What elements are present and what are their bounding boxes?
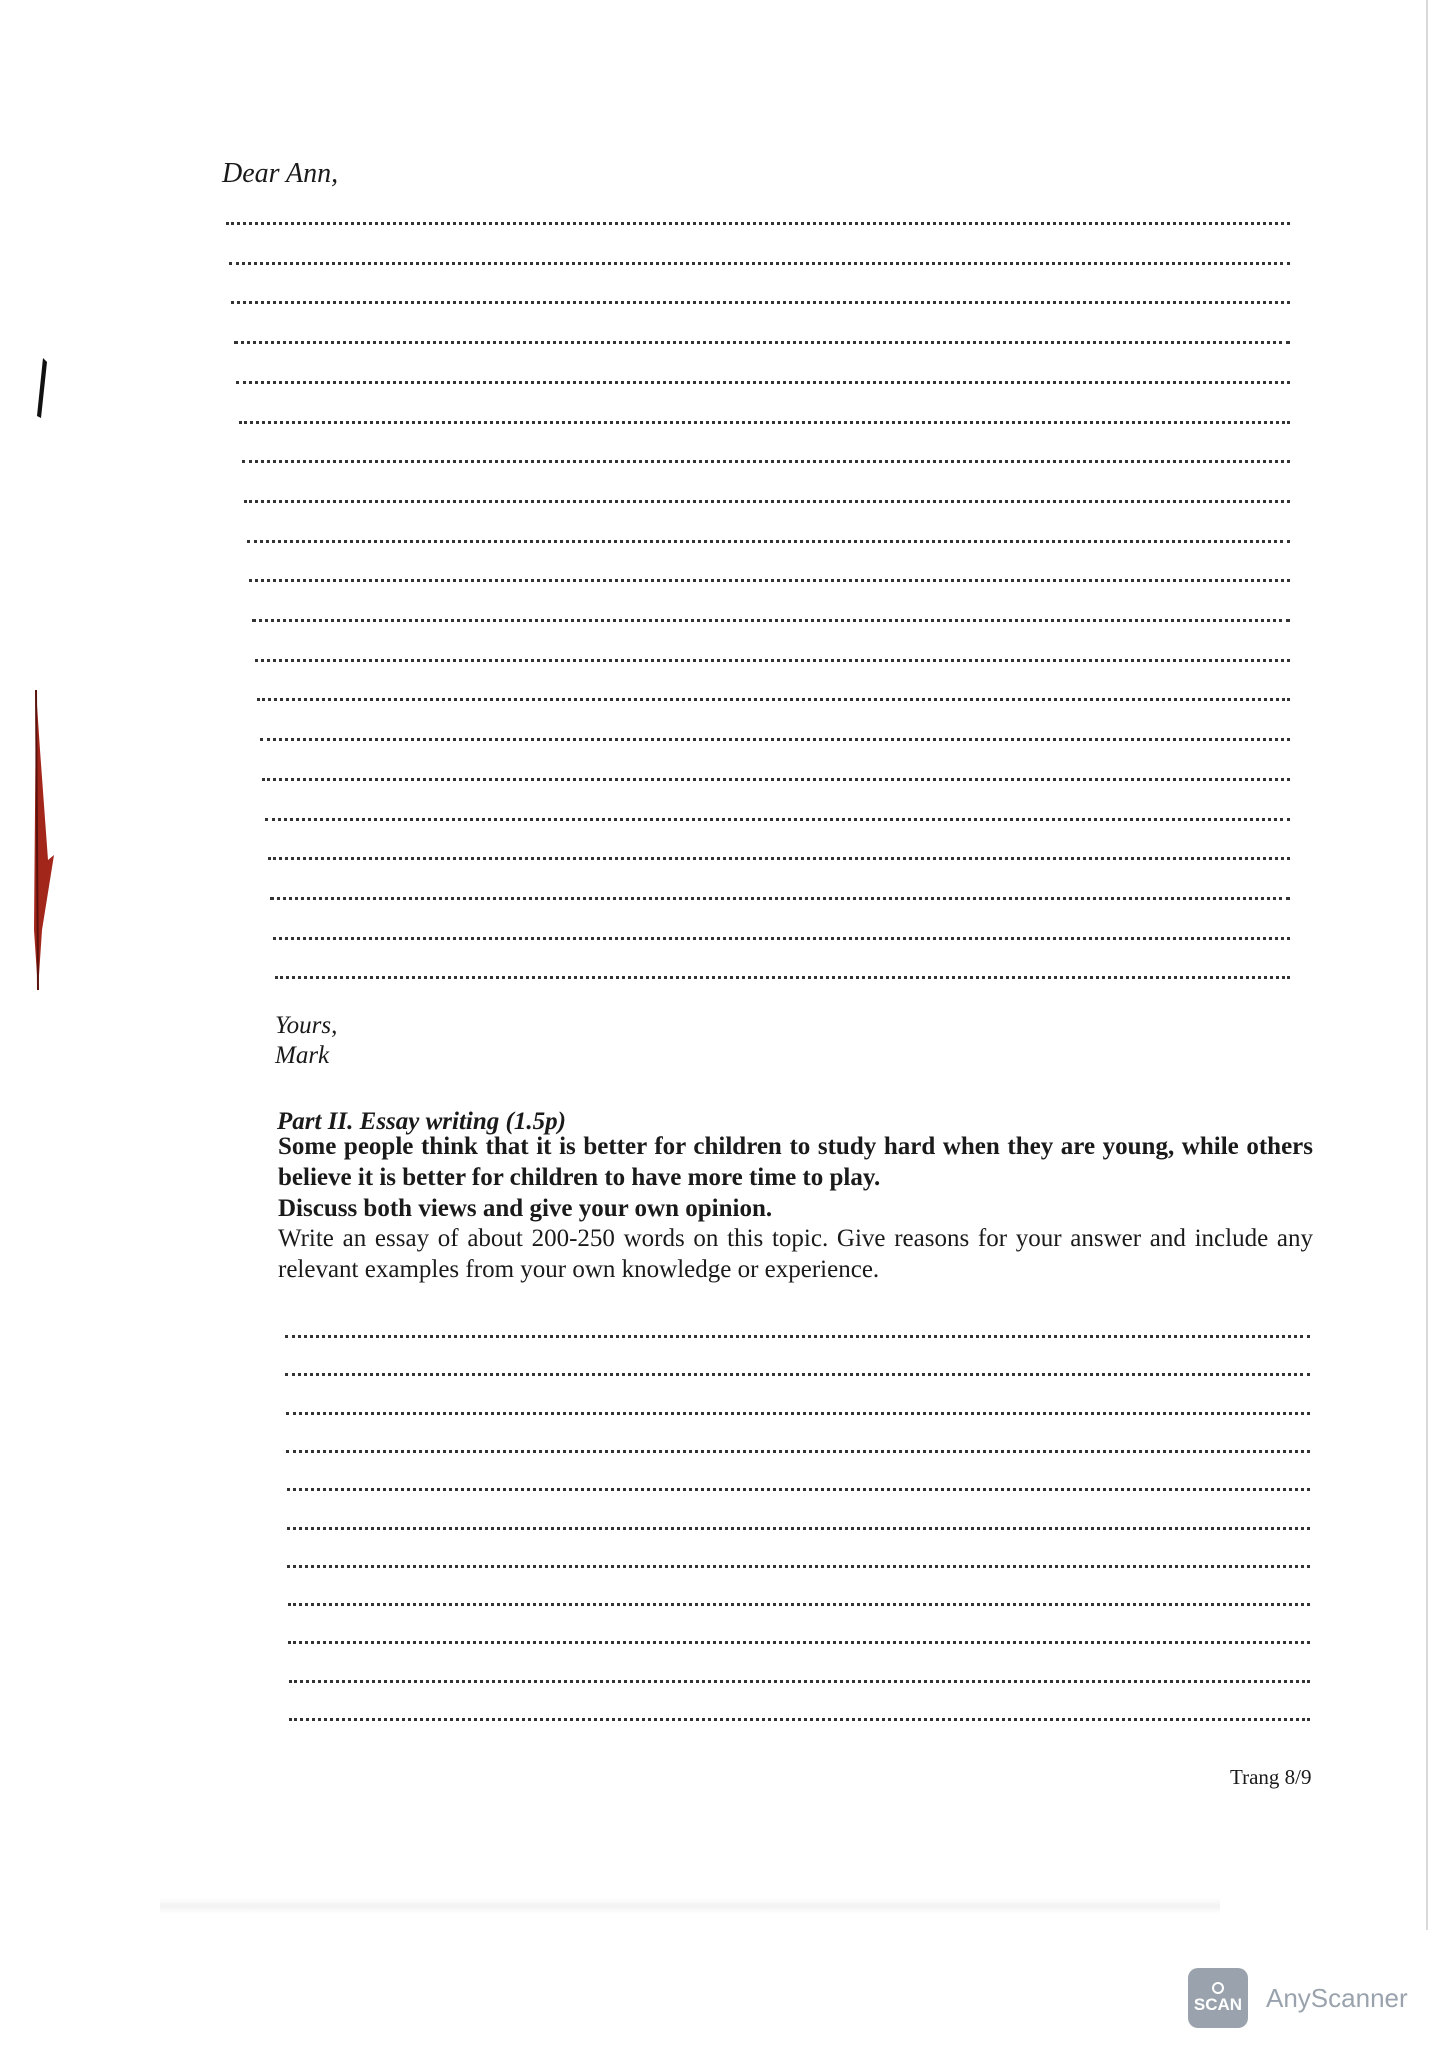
answer-line [270,897,1290,900]
answer-line [273,937,1290,940]
answer-line [252,619,1290,622]
answer-line [289,1718,1310,1721]
scan-logo-icon [1188,1968,1248,2028]
part-title: Part II. Essay writing (1.5p) [277,1108,566,1135]
answer-line [239,421,1290,424]
answer-line [242,460,1290,463]
answer-line [288,1603,1310,1606]
answer-line [257,698,1290,701]
answer-line [244,500,1290,503]
answer-line [286,1412,1310,1415]
letter-greeting: Dear Ann, [222,158,339,189]
answer-line [289,1680,1310,1683]
scan-shadow [160,1898,1220,1914]
essay-task: Discuss both views and give your own opinion. [278,1195,773,1222]
anyscanner-watermark [1188,1968,1408,2028]
scan-badge-label: SCAN [1193,1995,1243,2014]
answer-line [236,381,1290,384]
essay-prompt: Some people think that it is better for children to study hard when they are young, while others believe it is better for children to have more time to play. [278,1133,1313,1191]
answer-line [249,579,1290,582]
answer-line [247,540,1290,543]
letter-signature: Mark [275,1042,330,1069]
answer-line [226,222,1290,225]
answer-line [255,659,1290,662]
binder-mark-icon [37,358,47,418]
answer-line [268,857,1290,860]
answer-line [234,341,1290,344]
answer-line [229,262,1290,265]
answer-line [287,1527,1310,1530]
answer-line [260,738,1290,741]
answer-line [285,1373,1310,1376]
answer-line [286,1450,1310,1453]
answer-line [285,1335,1310,1338]
brand-name: AnyScanner [1266,1982,1408,2013]
letter-closing: Yours, [275,1012,338,1039]
answer-line [262,778,1290,781]
answer-line [275,976,1290,979]
answer-line [231,301,1290,304]
answer-line [287,1488,1310,1491]
answer-line [288,1641,1310,1644]
answer-line [265,818,1290,821]
essay-instructions: Write an essay of about 200-250 words on this topic. Give reasons for your answer and include any relevant examples from your own knowledge or experience. [278,1225,1313,1283]
answer-line [287,1565,1310,1568]
page-edge-line [1426,0,1428,1930]
binder-ribbon-icon [34,690,56,990]
page-number: Trang 8/9 [1230,1765,1312,1789]
